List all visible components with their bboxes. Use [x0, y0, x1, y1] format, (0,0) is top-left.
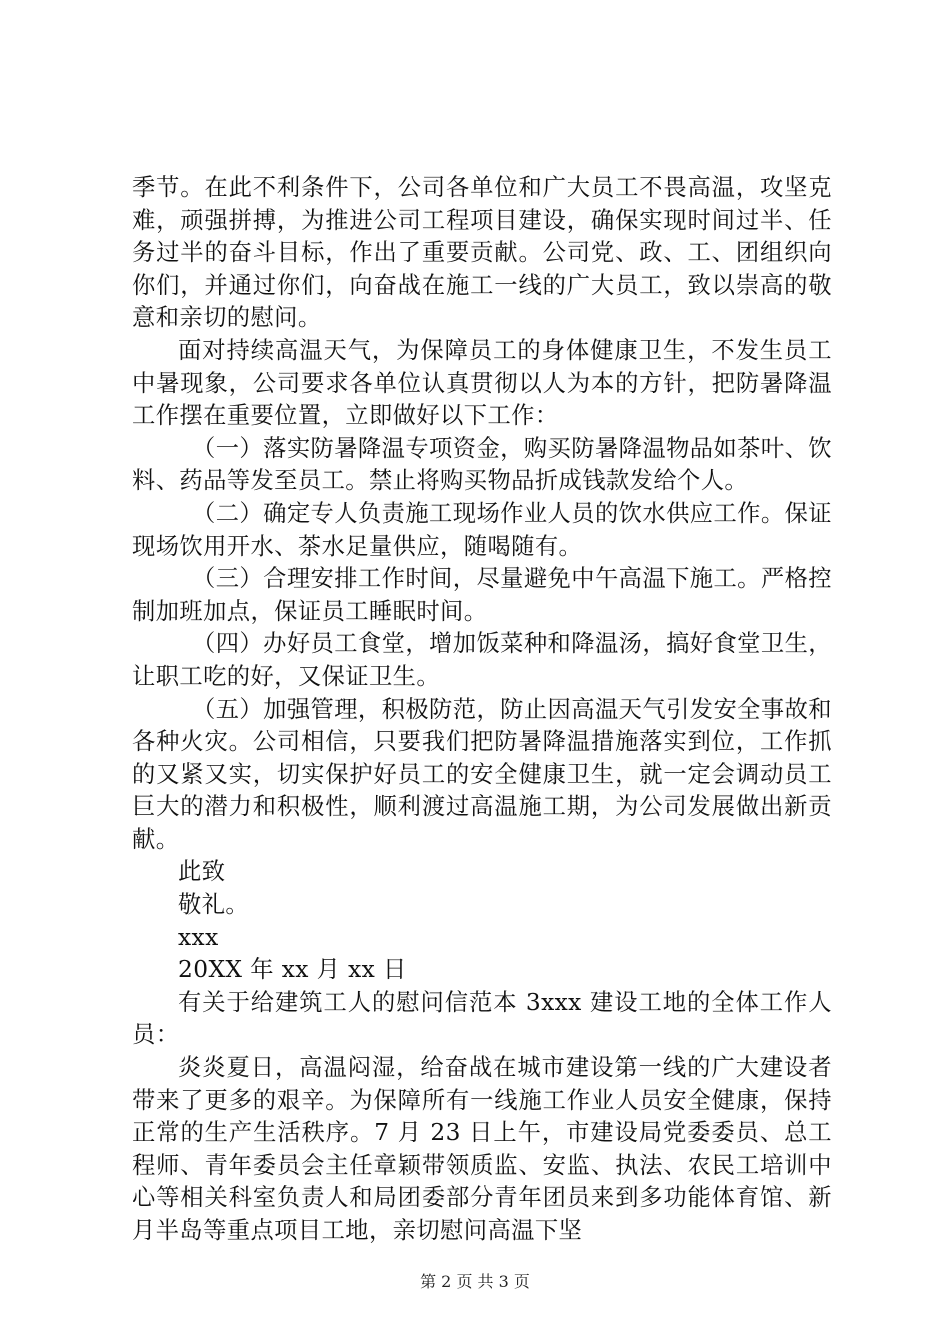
paragraph-item-3: （三）合理安排工作时间，尽量避免中午高温下施工。严格控制加班加点，保证员工睡眠时间。: [132, 565, 832, 625]
letter-body: [132, 172, 832, 1248]
closing-regards: 敬礼。: [178, 891, 250, 919]
paragraph-intro-continued: 季节。在此不利条件下，公司各单位和广大员工不畏高温，攻坚克难，顽强拼搏，为推进公司工程项目建设，确保实现时间过半、任务过半的奋斗目标，作出了重要贡献。公司党、政、工、团组织向你们，并通过你们，向奋战在施工一线的广大员工，致以崇高的敬意和亲切的慰问。: [132, 174, 832, 332]
paragraph-item-5: （五）加强管理，积极防范，防止因高温天气引发安全事故和各种火灾。公司相信，只要我们把防暑降温措施落实到位，工作抓的又紧又实，切实保护好员工的安全健康卫生，就一定会调动员工巨大的潜力和积极性，顺利渡过高温施工期，为公司发展做出新贡献。: [132, 695, 832, 853]
paragraph-item-2: （二）确定专人负责施工现场作业人员的饮水供应工作。保证现场饮用开水、茶水足量供应，随喝随有。: [132, 499, 832, 560]
second-letter-body: 炎炎夏日，高温闷湿，给奋战在城市建设第一线的广大建设者带来了更多的艰辛。为保障所有一线施工作业人员安全健康，保持正常的生产生活秩序。7 月 23 日上午，市建设局党委委员、总工程师、青年委员会主任章颖带领质监、安监、执法、农民工培训中心等相关科室负责人和局团委部分青年团员来到多功能体育馆、新月半岛等重点项目工地，亲切慰问高温下坚: [132, 1054, 832, 1244]
second-letter-heading: 有关于给建筑工人的慰问信范本 3xxx 建设工地的全体工作人员：: [132, 988, 832, 1049]
closing-salutation: 此致: [178, 858, 226, 886]
date-line: 20XX 年 xx 月 xx 日: [178, 956, 407, 984]
page-number-footer: 第 2 页 共 3 页: [420, 1272, 530, 1291]
paragraph-item-4: （四）办好员工食堂，增加饭菜种和降温汤，搞好食堂卫生，让职工吃的好，又保证卫生。: [132, 630, 832, 690]
paragraph-heat-measures: 面对持续高温天气，为保障员工的身体健康卫生，不发生员工中暑现象，公司要求各单位认真贯彻以人为本的方针，把防暑降温工作摆在重要位置，立即做好以下工作：: [132, 336, 832, 430]
signature: xxx: [178, 923, 219, 951]
paragraph-item-1: （一）落实防暑降温专项资金，购买防暑降温物品如茶叶、饮料、药品等发至员工。禁止将购买物品折成钱款发给个人。: [132, 434, 832, 495]
